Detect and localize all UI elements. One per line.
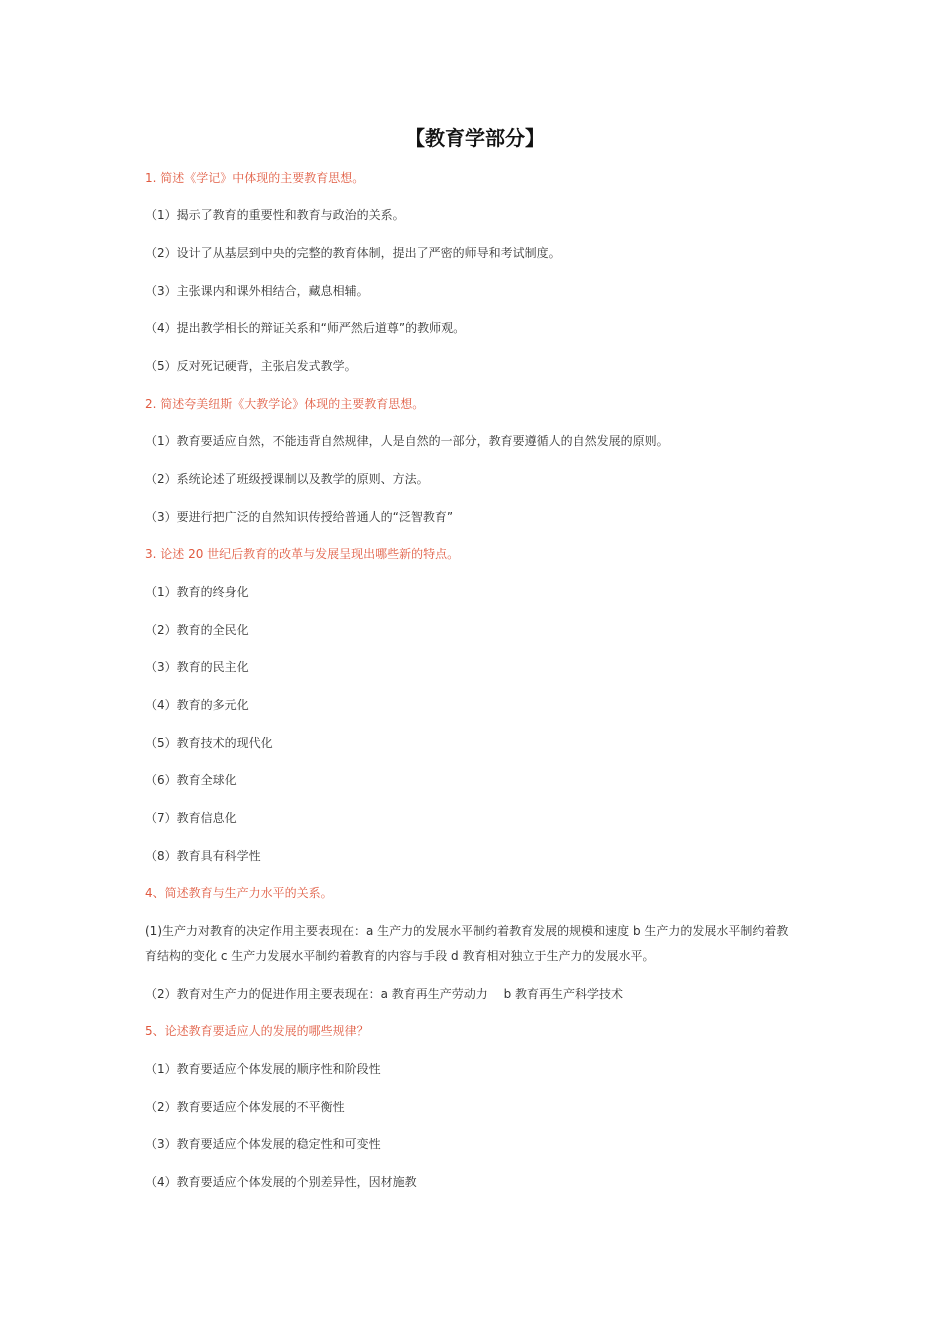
list-item: （2）系统论述了班级授课制以及教学的原则、方法。 [145,472,429,486]
list-item: （3）要进行把广泛的自然知识传授给普通人的“泛智教育” [145,510,454,524]
list-item: （4）提出教学相长的辩证关系和“师严然后道尊”的教师观。 [145,321,466,335]
list-item: （6）教育全球化 [145,773,237,787]
list-item: （2）设计了从基层到中央的完整的教育体制，提出了严密的师导和考试制度。 [145,246,561,260]
list-item: （3）教育要适应个体发展的稳定性和可变性 [145,1137,381,1151]
list-item: （5）反对死记硬背，主张启发式教学。 [145,359,357,373]
section-heading-4: 4、简述教育与生产力水平的关系。 [145,886,333,900]
list-item: （1）教育的终身化 [145,585,249,599]
section-heading-1: 1. 简述《学记》中体现的主要教育思想。 [145,171,365,185]
list-item: （1）教育要适应自然，不能违背自然规律，人是自然的一部分，教育要遵循人的自然发展的原则。 [145,434,669,448]
list-item: （5）教育技术的现代化 [145,736,273,750]
paragraph: (1)生产力对教育的决定作用主要表现在：a 生产力的发展水平制约着教育发展的规模和速度 b 生产力的发展水平制约着教育结构的变化 c 生产力发展水平制约着教育的内容与手段 d 教育相对独立于生产力的发展水平。 [145,924,789,963]
list-item: （3）教育的民主化 [145,660,249,674]
list-item: （2）教育的全民化 [145,623,249,637]
list-item: （1）揭示了教育的重要性和教育与政治的关系。 [145,208,405,222]
list-item: （8）教育具有科学性 [145,849,261,863]
list-item: （4）教育要适应个体发展的个别差异性，因材施教 [145,1175,417,1189]
list-item: （3）主张课内和课外相结合，藏息相辅。 [145,284,369,298]
list-item: （2）教育要适应个体发展的不平衡性 [145,1100,345,1114]
section-heading-2: 2. 简述夸美纽斯《大教学论》体现的主要教育思想。 [145,397,425,411]
list-item: （1）教育要适应个体发展的顺序性和阶段性 [145,1062,381,1076]
list-item: （4）教育的多元化 [145,698,249,712]
page-title: 【教育学部分】 [405,126,545,150]
section-heading-3: 3. 论述 20 世纪后教育的改革与发展呈现出哪些新的特点。 [145,547,460,561]
list-item: （7）教育信息化 [145,811,237,825]
list-item: （2）教育对生产力的促进作用主要表现在：a 教育再生产劳动力 b 教育再生产科学技术 [145,987,624,1001]
section-heading-5: 5、论述教育要适应人的发展的哪些规律？ [145,1024,369,1038]
